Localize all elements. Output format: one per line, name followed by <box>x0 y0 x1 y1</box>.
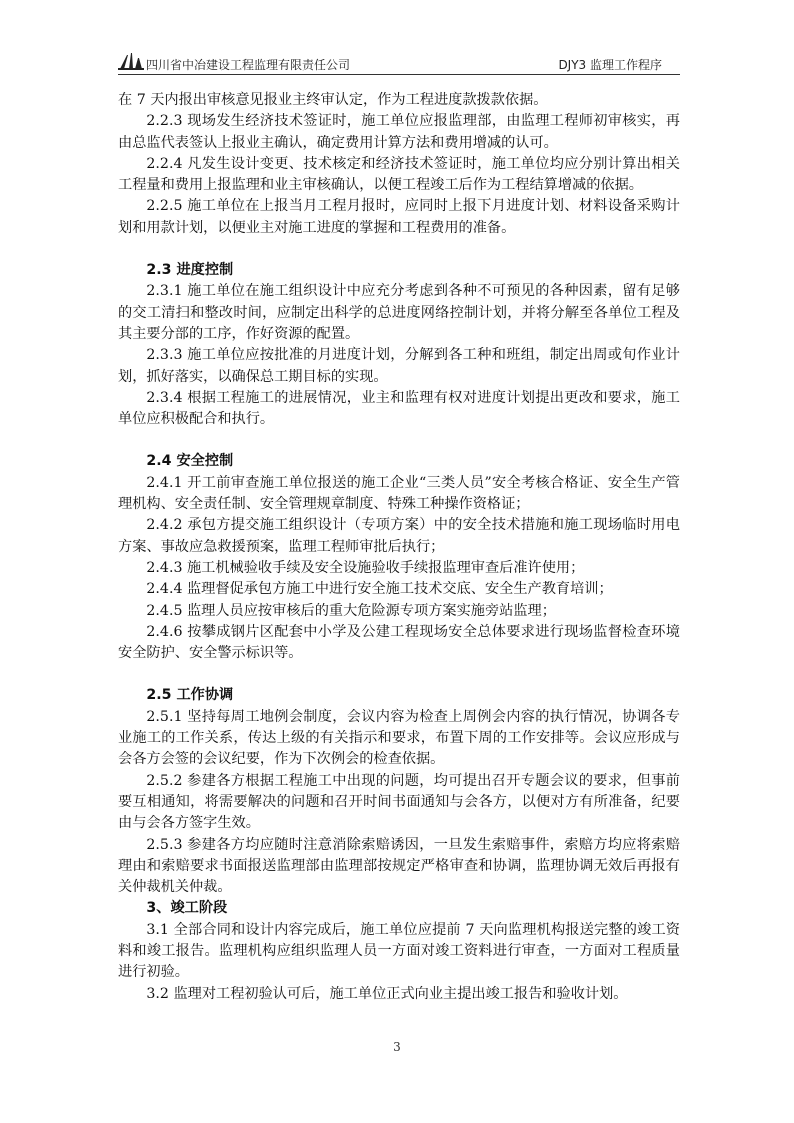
paragraph: 2.5.3 参建各方均应随时注意消除索赔诱因，一旦发生索赔事件，索赔方均应将索赔理由和索赔要求书面报送监理部由监理部按规定严格审查和协调，监理协调无效后再报有关仲裁机关仲裁。 <box>118 836 680 896</box>
paragraph: 2.3.1 施工单位在施工组织设计中应充分考虑到各种不可预见的各种因素，留有足够的交工清扫和整改时间，应制定出科学的总进度网络控制计划，并将分解至各单位工程及其主要分部的工序，作好资源的配置。 <box>118 283 680 342</box>
paragraph: 3.1 全部合同和设计内容完成后，施工单位应提前 7 天向监理机构报送完整的竣工资料和竣工报告。监理机构应组织监理人员一方面对竣工资料进行审查，一方面对工程质量进行初验。 <box>118 921 680 981</box>
spacer <box>118 239 680 260</box>
section-heading: 2.4 安全控制 <box>146 453 234 470</box>
document-reference: DJY3 监理工作程序 <box>558 58 662 72</box>
paragraph: 2.2.4 凡发生设计变更、技术核定和经济技术签证时，施工单位均应分别计算出相关工程量和费用上报监理和业主审核确认，以便工程竣工后作为工程结算增减的依据。 <box>118 155 680 194</box>
spacer <box>118 430 680 451</box>
paragraph: 2.3.3 施工单位应按批准的月进度计划，分解到各工种和班组，制定出周或旬作业计划，抓好落实，以确保总工期目标的实现。 <box>118 347 680 385</box>
spacer <box>118 664 680 685</box>
paragraph: 2.4.5 监理人员应按审核后的重大危险源专项方案实施旁站监理； <box>146 602 556 619</box>
company-name: 四川省中冶建设工程监理有限责任公司 <box>146 58 351 72</box>
paragraph: 2.4.4 监理督促承包方施工中进行安全施工技术交底、安全生产教育培训； <box>146 581 613 598</box>
paragraph: 2.5.1 坚持每周工地例会制度，会议内容为检查上周例会内容的执行情况，协调各专业施工的工作关系，传达上级的有关指示和要求，布置下周的工作安排等。会议应形成与会各方会签的会议纪要，作为下次例会的检查依据。 <box>118 708 680 768</box>
paragraph: 2.3.4 根据工程施工的进展情况，业主和监理有权对进度计划提出更改和要求，施工单位应积极配合和执行。 <box>118 389 680 428</box>
section-heading: 2.3 进度控制 <box>146 262 234 279</box>
company-logo-icon <box>118 52 144 70</box>
paragraph: 2.4.2 承包方提交施工组织设计（专项方案）中的安全技术措施和施工现场临时用电方案、事故应急救援预案，监理工程师审批后执行； <box>118 517 680 555</box>
paragraph: 2.2.5 施工单位在上报当月工程月报时，应同时上报下月进度计划、材料设备采购计划和用款计划，以便业主对施工进度的掌握和工程费用的准备。 <box>118 198 680 236</box>
paragraph: 3.2 监理对工程初验认可后，施工单位正式向业主提出竣工报告和验收计划。 <box>146 985 628 1002</box>
paragraph: 2.2.3 现场发生经济技术签证时，施工单位应报监理部，由监理工程师初审核实，再由总监代表签认上报业主确认，确定费用计算方法和费用增减的认可。 <box>118 113 680 151</box>
paragraph: 在 7 天内报出审核意见报业主终审认定，作为工程进度款拨款依据。 <box>118 92 548 108</box>
paragraph: 2.4.1 开工前审查施工单位报送的施工企业“三类人员”安全考核合格证、安全生产管理机构、安全责任制、安全管理规章制度、特殊工种操作资格证； <box>118 474 680 513</box>
section-heading: 3、竣工阶段 <box>146 900 228 917</box>
document-body <box>118 90 680 1005</box>
paragraph: 2.4.6 按攀成钢片区配套中小学及公建工程现场安全总体要求进行现场监督检查环境安全防护、安全警示标识等。 <box>118 623 680 662</box>
paragraph: 2.4.3 施工机械验收手续及安全设施验收手续报监理审查后准许使用； <box>146 559 585 576</box>
section-heading: 2.5 工作协调 <box>146 687 234 704</box>
page-header <box>118 48 680 75</box>
page-number: 3 <box>393 1040 401 1054</box>
paragraph: 2.5.2 参建各方根据工程施工中出现的问题，均可提出召开专题会议的要求，但事前要互相通知，将需要解决的问题和召开时间书面通知与会各方，以便对方有所准备，纪要由与会各方签字生效。 <box>118 772 680 832</box>
